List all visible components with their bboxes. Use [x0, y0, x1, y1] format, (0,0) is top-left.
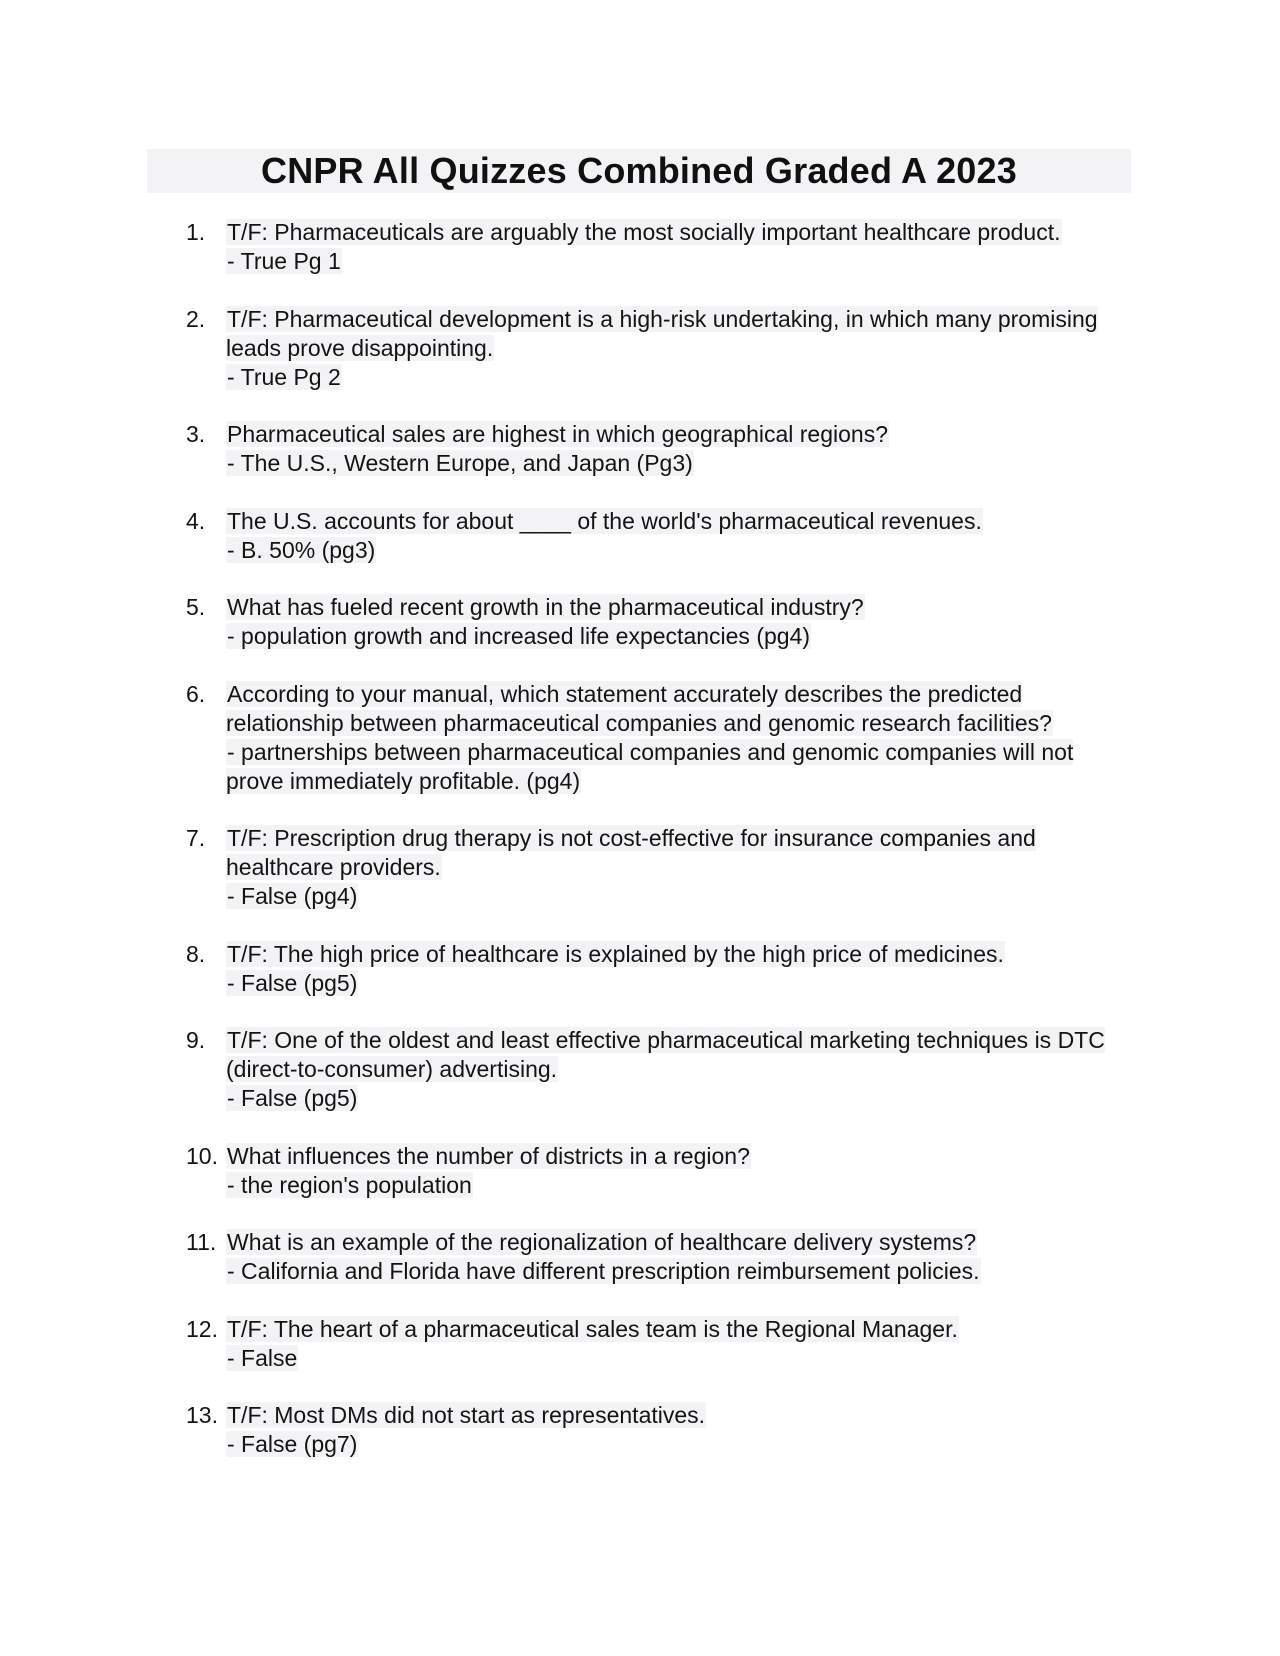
answer-text — [226, 1430, 1136, 1459]
question-text — [226, 1228, 1136, 1257]
answer-text-highlight: - partnerships between pharmaceutical companies and genomic companies will not prove immediately profitable. (pg4) — [226, 738, 1074, 794]
answer-text — [226, 1344, 1136, 1373]
question-text — [226, 1315, 1136, 1344]
question-number: 11. — [186, 1229, 217, 1255]
question-text-highlight: What influences the number of districts in a region? — [227, 1142, 750, 1169]
answer-text — [226, 622, 1136, 651]
question-number: 1. — [186, 219, 206, 245]
question-text-highlight: What is an example of the regionalization of healthcare delivery systems? — [227, 1229, 977, 1255]
question-text — [226, 420, 1136, 449]
question-item — [186, 680, 1136, 796]
answer-text — [226, 449, 1136, 478]
question-number: 5. — [186, 594, 206, 620]
answer-text — [226, 882, 1136, 911]
question-text-highlight: T/F: The high price of healthcare is explained by the high price of medicines. — [227, 940, 1004, 967]
question-text-highlight: T/F: One of the oldest and least effective pharmaceutical marketing techniques is DTC (direct-to-consumer) advertising. — [226, 1027, 1105, 1082]
answer-text — [226, 536, 1136, 565]
question-text — [226, 218, 1136, 247]
question-text-highlight: What has fueled recent growth in the pharmaceutical industry? — [227, 594, 864, 620]
question-text-highlight: According to your manual, which statement accurately describes the predicted relationship between pharmaceutical companies and genomic research facilities? — [226, 680, 1052, 736]
answer-text-highlight: - False (pg4) — [227, 883, 358, 909]
question-text — [226, 1142, 1136, 1171]
answer-text — [226, 1171, 1136, 1200]
question-item — [186, 824, 1136, 911]
answer-text-highlight: - False — [227, 1344, 298, 1371]
answer-text — [226, 1084, 1136, 1113]
question-text-highlight: T/F: Pharmaceuticals are arguably the most socially important healthcare product. — [227, 219, 1061, 245]
answer-text-highlight: - True Pg 2 — [227, 363, 341, 390]
question-number: 9. — [186, 1027, 206, 1053]
question-item — [186, 940, 1136, 998]
answer-text-highlight: - California and Florida have different prescription reimbursement policies. — [227, 1258, 980, 1284]
answer-text-highlight: - False (pg5) — [227, 969, 358, 996]
question-item — [186, 507, 1136, 565]
question-number: 7. — [186, 825, 206, 851]
question-item — [186, 1142, 1136, 1200]
question-item — [186, 1401, 1136, 1459]
question-item — [186, 420, 1136, 478]
question-text-highlight: Pharmaceutical sales are highest in which geographical regions? — [227, 421, 888, 447]
question-text-highlight: T/F: Pharmaceutical development is a high-risk undertaking, in which many promising leads prove disappointing. — [226, 305, 1098, 361]
question-item — [186, 1026, 1136, 1113]
question-text-highlight: T/F: Most DMs did not start as representatives. — [227, 1402, 706, 1428]
question-number: 4. — [186, 507, 206, 534]
answer-text-highlight: - The U.S., Western Europe, and Japan (Pg3) — [227, 450, 693, 476]
answer-text-highlight: - population growth and increased life expectancies (pg4) — [227, 623, 811, 649]
question-number: 10. — [186, 1142, 218, 1169]
question-text — [226, 1026, 1136, 1084]
answer-text-highlight: - True Pg 1 — [227, 248, 341, 274]
question-text-highlight: The U.S. accounts for about ____ of the world's pharmaceutical revenues. — [227, 507, 982, 534]
question-number: 3. — [186, 421, 206, 447]
question-text — [226, 824, 1136, 882]
question-text-highlight: T/F: The heart of a pharmaceutical sales team is the Regional Manager. — [227, 1315, 958, 1342]
question-item — [186, 218, 1136, 276]
answer-text-highlight: - False (pg7) — [227, 1431, 358, 1457]
answer-text — [226, 247, 1136, 276]
question-text-highlight: T/F: Prescription drug therapy is not cost-effective for insurance companies and healthcare providers. — [226, 825, 1036, 880]
question-number: 13. — [186, 1402, 218, 1428]
answer-text — [226, 363, 1136, 392]
question-number: 8. — [186, 940, 206, 967]
answer-text — [226, 1257, 1136, 1286]
question-text — [226, 680, 1136, 738]
question-item — [186, 305, 1136, 392]
question-item — [186, 593, 1136, 651]
question-text — [226, 507, 1136, 536]
answer-text-highlight: - the region's population — [227, 1171, 472, 1198]
question-list — [186, 218, 1136, 1488]
question-item — [186, 1228, 1136, 1286]
question-text — [226, 305, 1136, 363]
answer-text — [226, 969, 1136, 998]
question-text — [226, 1401, 1136, 1430]
question-number: 12. — [186, 1315, 218, 1342]
question-number: 2. — [186, 305, 206, 332]
question-text — [226, 940, 1136, 969]
answer-text-highlight: - False (pg5) — [227, 1085, 358, 1111]
question-text — [226, 593, 1136, 622]
page-title: CNPR All Quizzes Combined Graded A 2023 — [261, 150, 1017, 191]
question-item — [186, 1315, 1136, 1373]
question-number: 6. — [186, 680, 206, 707]
answer-text — [226, 738, 1136, 796]
answer-text-highlight: - B. 50% (pg3) — [227, 536, 376, 563]
